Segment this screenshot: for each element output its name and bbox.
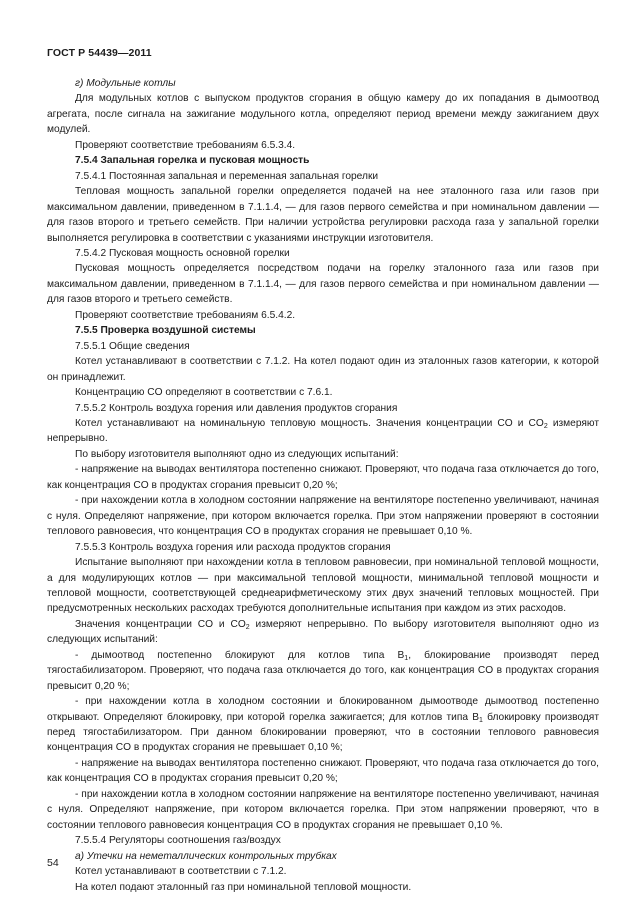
paragraph	[47, 184, 599, 246]
paragraph	[47, 648, 599, 694]
paragraph-text: - напряжение на выводах вентилятора постепенно снижают. Проверяют, что подача газа отключается до того, как концентрация CO в продуктах сгорания превысит 0,20 %;	[47, 464, 599, 491]
paragraph-text: Значения концентрации CO и CO	[75, 618, 246, 630]
document-body	[47, 76, 599, 895]
paragraph-text: 7.5.5.2 Контроль воздуха горения или давления продуктов сгорания	[75, 402, 398, 414]
paragraph-text: - напряжение на выводах вентилятора постепенно снижают. Проверяют, что подача газа отключается до того, как концентрация CO в продуктах сгорания превысит 0,20 %;	[47, 757, 599, 785]
paragraph	[47, 76, 599, 91]
paragraph	[47, 833, 599, 848]
paragraph-text: Концентрацию CO определяют в соответствии с 7.6.1.	[75, 387, 333, 399]
paragraph	[47, 787, 599, 833]
paragraph-text: По выбору изготовителя выполняют одно из следующих испытаний:	[75, 448, 399, 460]
paragraph-text: Для модульных котлов с выпуском продуктов сгорания в общую камеру до их попадания в дымоотвод агрегата, после сигнала на зажигание модульного котла, определяют период времени между зажиганием двух модулей.	[47, 93, 599, 136]
paragraph-text: г) Модульные котлы	[75, 78, 176, 89]
paragraph	[47, 555, 599, 617]
paragraph	[47, 864, 599, 879]
subscript: 2	[543, 422, 548, 430]
paragraph	[47, 880, 599, 895]
paragraph-text: 7.5.5 Проверка воздушной системы	[75, 325, 256, 337]
paragraph-text: 7.5.4.1 Постоянная запальная и переменная запальная горелки	[75, 170, 379, 182]
paragraph	[47, 416, 599, 447]
paragraph	[47, 339, 599, 354]
paragraph	[47, 261, 599, 307]
page-number: 54	[47, 857, 59, 869]
paragraph	[47, 153, 599, 168]
paragraph	[47, 169, 599, 184]
paragraph	[47, 401, 599, 416]
paragraph-text: 7.5.5.1 Общие сведения	[75, 340, 190, 352]
paragraph	[47, 694, 599, 756]
subscript: 1	[404, 654, 409, 662]
paragraph-text: измеряют непрерывно. По выбору изготовителя выполняют одно из следующих испытаний:	[47, 618, 599, 646]
paragraph-text: - при нахождении котла в холодном состоянии и блокированном дымоотводе дымоотвод постепенно открывают. Определяют блокировку, при которой горелка зажигается; для котлов типа B	[47, 696, 599, 723]
paragraph-text: На котел подают эталонный газ при номинальной тепловой мощности.	[75, 881, 412, 893]
subscript: 1	[479, 716, 483, 724]
paragraph	[47, 849, 599, 864]
paragraph	[47, 308, 599, 323]
paragraph	[47, 447, 599, 462]
paragraph	[47, 138, 599, 153]
paragraph-text: 7.5.4 Запальная горелка и пусковая мощность	[75, 155, 310, 167]
paragraph-text: Проверяют соответствие требованиям 6.5.3.4.	[75, 139, 296, 151]
paragraph-text: Проверяют соответствие требованиям 6.5.4.2.	[75, 309, 296, 321]
paragraph	[47, 462, 599, 493]
paragraph	[47, 354, 599, 385]
paragraph-text: а) Утечки на неметаллических контрольных трубках	[75, 850, 337, 862]
document-header: ГОСТ Р 54439—2011	[47, 47, 152, 59]
paragraph	[47, 756, 599, 787]
paragraph	[47, 617, 599, 648]
paragraph	[47, 246, 599, 261]
paragraph-text: , блокирование производят перед тягостабилизатором. Проверяют, что подача газа отключается до того, как концентрация CO в продуктах сгорания превысит 0,20 %;	[47, 649, 599, 692]
paragraph-text: - при нахождении котла в холодном состоянии напряжение на вентиляторе постепенно увеличивают, начиная с нуля. Определяют напряжение, при котором включается горелка. При этом напряжении проверяют, что в состоянии теплового равновесия концентрация CO в продуктах сгорания не превышает 0,10 %.	[47, 788, 599, 831]
paragraph-text: 7.5.5.3 Контроль воздуха горения или расхода продуктов сгорания	[75, 541, 391, 553]
paragraph-text: 7.5.5.4 Регуляторы соотношения газ/воздух	[75, 835, 281, 847]
paragraph-text: блокировку производят перед тягостабилизатором. При данном блокировании проверяют, что в состоянии теплового равновесия концентрация CO в продуктах сгорания не превышает 0,10 %;	[47, 711, 599, 754]
paragraph	[47, 323, 599, 338]
paragraph-text: - дымоотвод постепенно блокируют для котлов типа B	[75, 649, 405, 661]
paragraph	[47, 493, 599, 539]
paragraph-text: - при нахождении котла в холодном состоянии напряжение на вентиляторе постепенно увеличивают, начиная с нуля. Определяют напряжение, при котором включается горелка. При этом напряжении проверяют в состоянии теплового равновесия, что концентрация CO в продуктах сгорания не превышает 0,10 %.	[47, 495, 599, 538]
paragraph-text: Испытание выполняют при нахождении котла в тепловом равновесии, при номинальной тепловой мощности, а для модулирующих котлов — при максимальной тепловой мощности, минимальной тепловой мощности и тепловой мощности, соответствующей среднеарифметическому этих двух значений тепловых мощностей. При предусмотренных нескольких расходах требуются дополнительные испытания при каждом из этих расходов.	[47, 557, 599, 615]
paragraph	[47, 540, 599, 555]
paragraph-text: Котел устанавливают в соответствии с 7.1.2. На котел подают один из эталонных газов категории, к которой он принадлежит.	[47, 356, 599, 383]
paragraph-text: 7.5.4.2 Пусковая мощность основной горелки	[75, 247, 290, 259]
paragraph-text: Тепловая мощность запальной горелки определяется подачей на нее эталонного газа или газов при максимальном давлении, приведенном в 7.1.1.4, — для газов первого семейства и при номинальном давлении — для газов второго и третьего семейств. При наличии устройства регулировки расхода газа у запальной горелки выполняется регулировка в соответствии с указаниями инструкции изготовителя.	[47, 186, 599, 244]
subscript: 2	[245, 623, 250, 631]
paragraph-text: Котел устанавливают на номинальную тепловую мощность. Значения концентрации CO и CO	[75, 417, 544, 429]
paragraph	[47, 91, 599, 137]
paragraph-text: Котел устанавливают в соответствии с 7.1.2.	[75, 866, 287, 878]
paragraph-text: Пусковая мощность определяется посредством подачи на горелку эталонного газа или газов при максимальном давлении, приведенном в 7.1.1.4, — для газов первого семейства и при номинальном давлении — для газов второго и третьего семейств.	[47, 263, 599, 306]
paragraph	[47, 385, 599, 400]
paragraph-text: измеряют непрерывно.	[47, 417, 599, 445]
